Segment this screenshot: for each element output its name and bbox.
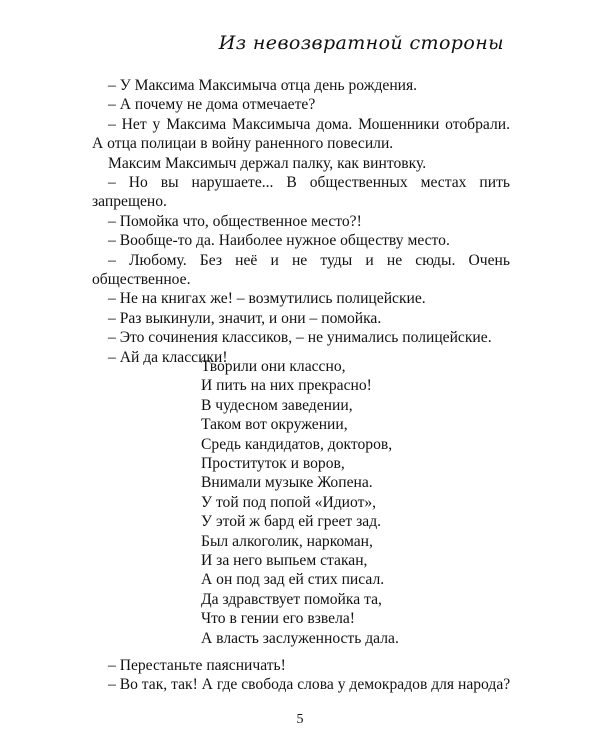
paragraph: – Помойка что, общественное место?! (108, 212, 362, 230)
poem-line: Был алкоголик, наркоман, (201, 532, 373, 550)
poem-line: Проституток и воров, (201, 455, 345, 473)
poem-line: У этой ж бард ей греет зад. (201, 513, 382, 531)
poem-line: А власть заслуженность дала. (201, 629, 399, 647)
paragraph: – Но вы нарушаете... В общественных местах пить запрещено. (92, 174, 510, 211)
poem-line: В чудесном заведении, (201, 396, 353, 414)
paragraph: – Вообще-то да. Наиболее нужное обществу место. (108, 232, 450, 250)
paragraph: – Любому. Без неё и не туды и не сюды. Очень общественное. (92, 251, 510, 289)
poem-line: Средь кандидатов, докторов, (201, 435, 393, 453)
paragraph: – Это сочинения классиков, – не унимались полицейские. (108, 329, 492, 347)
paragraph: – Раз выкинули, значит, и они – помойка. (108, 309, 382, 327)
poem-line: У той под попой «Идиот», (201, 493, 377, 511)
poem-line: А он под зад ей стих писал. (201, 571, 385, 589)
paragraph: – У Максима Максимыча отца день рождения. (108, 77, 418, 94)
poem (201, 357, 399, 648)
poem-line: Таком вот окружении, (201, 416, 348, 434)
page-number: 5 (296, 712, 304, 727)
prose-block (92, 76, 510, 367)
running-head: Из невозвратной стороны (218, 32, 504, 54)
poem-line: Внимали музыке Жопена. (201, 474, 373, 492)
poem-line: И за него выпьем стакан, (201, 552, 368, 570)
paragraph: – Перестаньте паясничать! (108, 657, 286, 674)
paragraph: Максим Максимыч держал палку, как винтовку. (108, 154, 427, 172)
poem-line: Да здравствует помойка та, (201, 590, 382, 608)
paragraph: – Нет у Максима Максимыча дома. Мошенники отобрали. А отца полицаи в войну раненного повесили. (92, 115, 510, 153)
paragraph: – Не на книгах же! – возмутились полицейские. (108, 290, 426, 308)
paragraph: – Ай да классики! (108, 348, 228, 366)
paragraph: – А почему не дома отмечаете? (108, 96, 316, 114)
closing-dialogue (92, 656, 522, 695)
poem-line: Что в гении его взвела! (201, 610, 355, 628)
poem-line: И пить на них прекрасно! (201, 377, 372, 395)
poem-line: Творили они классно, (201, 358, 346, 375)
paragraph: – Во так, так! А где свобода слова у демокрадов для народа? (108, 676, 511, 694)
